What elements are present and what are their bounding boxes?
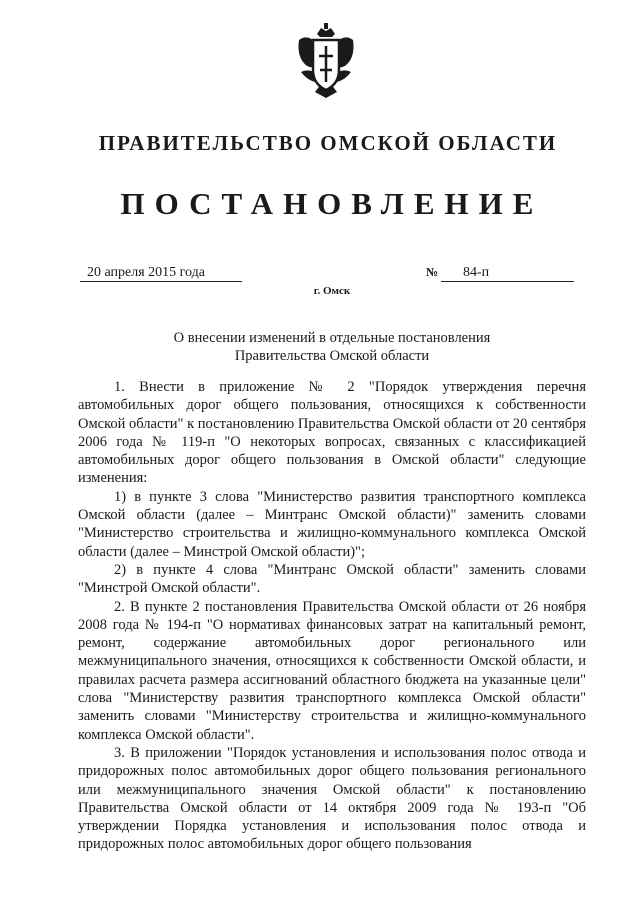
government-heading: ПРАВИТЕЛЬСТВО ОМСКОЙ ОБЛАСТИ [98,131,558,155]
city-label: г. Омск [313,285,351,297]
omsk-coat-of-arms-icon [295,22,357,100]
body-paragraph: 3. В приложении "Порядок установления и использования полос отвода и придорожных полос автомобильных дорог общего пользования регионального или межмуниципального значения Омской области" к постановлению Правительства Омской области от 14 октября 2009 года № 193-п "Об утверждении Порядка установления и использования полос отвода и придорожных полос автомобильных дорог общего пользования [78,744,586,853]
document-type-title: ПОСТАНОВЛЕНИЕ [120,186,544,221]
body-paragraph: 1. Внести в приложение № 2 "Порядок утверждения перечня автомобильных дорог общего пользования, относящихся к собственности Омской области" к постановлению Правительства Омской области от 20 сентября 2006 года № 119-п "О некоторых вопросах, связанных с классификацией автомобильных дорог общего пользования в Омской области" следующие изменения: [78,379,586,487]
decree-number: 84-п [441,264,574,282]
body-paragraph: 1) в пункте 3 слова "Министерство развития транспортного комплекса Омской области (далее – Минтранс Омской области)" заменить словами "Министерство строительства и жилищно-коммунального комплекса Омской области (далее – Минстрой Омской области)"; [78,488,586,560]
subject-line-1: О внесении изменений в отдельные постановления [173,330,491,346]
decree-date: 20 апреля 2015 года [80,264,242,282]
decree-subject [12,329,640,365]
body-paragraph: 2. В пункте 2 постановления Правительства Омской области от 26 ноября 2008 года № 194-п "О нормативах финансовых затрат на капитальный ремонт, ремонт, содержание автомобильных дорог регионального или межмуниципального значения, относящихся к собственности Омской области, и правилах расчета размера ассигнований областного бюджета на указанные цели" слова "Министерству развития транспортного комплекса Омской области" заменить словами "Министерству строительства и жилищно-коммунального комплекса Омской области". [78,598,586,743]
body-paragraph: 2) в пункте 4 слова "Минтранс Омской области" заменить словами "Минстрой Омской области". [78,561,586,597]
subject-line-2: Правительства Омской области [234,348,430,364]
decree-body [78,378,586,854]
number-label: № [426,265,439,279]
